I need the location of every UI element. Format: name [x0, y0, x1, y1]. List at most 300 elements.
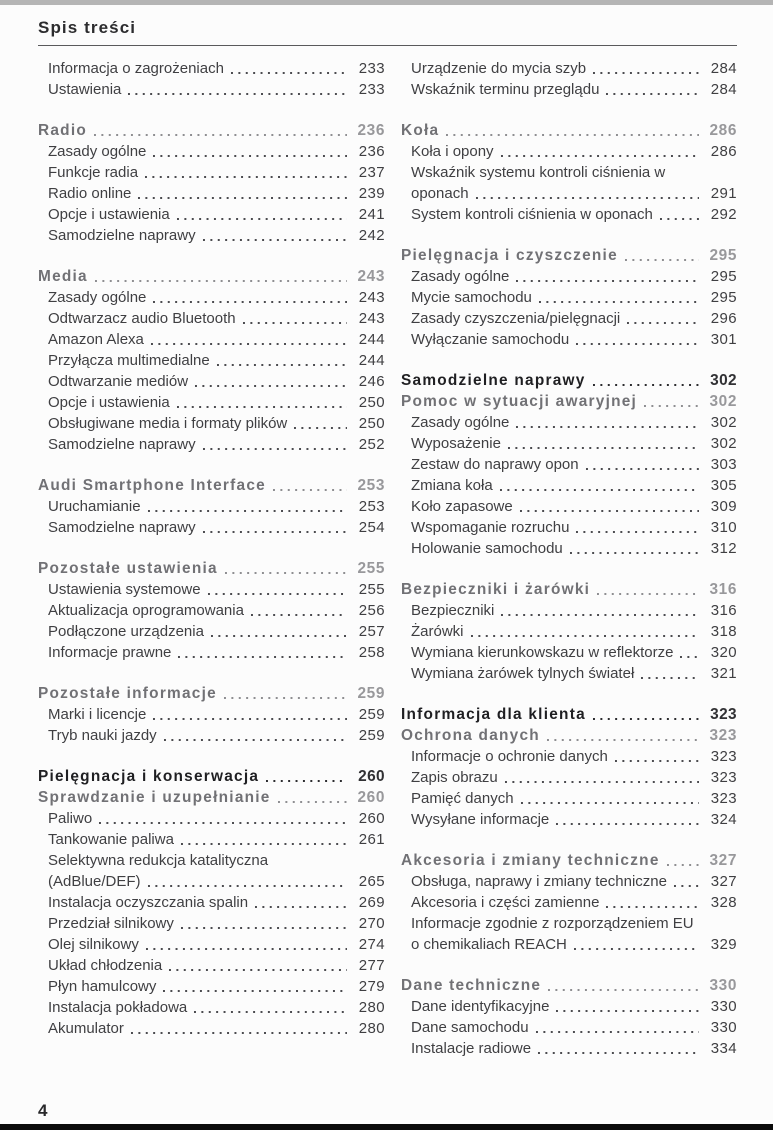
- toc-entry-page: 323: [710, 748, 737, 765]
- dot-leader: [98, 808, 347, 829]
- toc-entry-page: 295: [709, 247, 737, 264]
- toc-entry-label: Koła: [401, 122, 440, 139]
- toc-entry-label: Wymiana kierunkowskazu w reflektorze: [411, 644, 674, 661]
- toc-entry-item: [38, 725, 385, 746]
- toc-entry-page: 324: [710, 811, 737, 828]
- toc-entry-label: Wskaźnik systemu kontroli ciśnienia w: [411, 164, 666, 181]
- toc-entry-page: 279: [358, 978, 385, 995]
- dot-leader: [180, 829, 347, 850]
- toc-entry-item: [38, 287, 385, 308]
- toc-entry-label: Pozostałe informacje: [38, 685, 217, 702]
- toc-entry-page: 316: [710, 602, 737, 619]
- toc-entry-page: 302: [709, 393, 737, 410]
- toc-entry-page: 277: [358, 957, 385, 974]
- toc-entry-item: [401, 996, 737, 1017]
- toc-entry-page: 243: [358, 310, 385, 327]
- toc-entry-label: Płyn hamulcowy: [48, 978, 157, 995]
- toc-entry-chapter: [38, 558, 385, 579]
- toc-entry-label: Paliwo: [48, 810, 93, 827]
- dot-leader: [659, 204, 699, 225]
- toc-entry-item: [401, 1017, 737, 1038]
- dot-leader: [254, 892, 347, 913]
- toc-entry-page: 284: [710, 60, 737, 77]
- toc-column-left: [38, 58, 385, 1059]
- toc-entry-page: 256: [358, 602, 385, 619]
- dot-leader: [605, 79, 699, 100]
- toc-entry-label: Funkcje radia: [48, 164, 139, 181]
- toc-entry-chapter: [401, 579, 737, 600]
- dot-leader: [144, 162, 347, 183]
- toc-entry-label: Uruchamianie: [48, 498, 141, 515]
- toc-entry-label: Pamięć danych: [411, 790, 514, 807]
- toc-entry-chapter: [38, 683, 385, 704]
- toc-column-right: [401, 58, 737, 1059]
- dot-leader: [575, 329, 699, 350]
- toc-entry-page: 244: [358, 352, 385, 369]
- toc-entry-label: Bezpieczniki: [411, 602, 495, 619]
- toc-entry-label: System kontroli ciśnienia w oponach: [411, 206, 653, 223]
- toc-entry-label: Zasady ogólne: [411, 268, 510, 285]
- toc-entry-item: [38, 350, 385, 371]
- toc-entry-label: Radio: [38, 122, 88, 139]
- toc-entry-item: [38, 976, 385, 997]
- toc-entry-label: Akcesoria i zmiany techniczne: [401, 852, 660, 869]
- toc-entry-page: 295: [710, 289, 737, 306]
- dot-leader: [94, 266, 347, 287]
- toc-entry-label: Pomoc w sytuacji awaryjnej: [401, 393, 638, 410]
- toc-entry-label: Wymiana żarówek tylnych świateł: [411, 665, 635, 682]
- dot-leader: [475, 183, 699, 204]
- toc-entry-page: 330: [709, 977, 737, 994]
- toc-entry-label: Zasady czyszczenia/pielęgnacji: [411, 310, 621, 327]
- dot-leader: [519, 496, 699, 517]
- dot-leader: [547, 975, 699, 996]
- toc-entry-page: 233: [358, 81, 385, 98]
- toc-entry-chapter: [38, 120, 385, 141]
- toc-entry-item: [38, 600, 385, 621]
- toc-entry-label: Holowanie samochodu: [411, 540, 563, 557]
- toc-entry-item: [38, 58, 385, 79]
- toc-entry-item: [401, 204, 737, 225]
- toc-entry-page: 292: [710, 206, 737, 223]
- toc-entry-page: 246: [358, 373, 385, 390]
- toc-entry-label: Opcje i ustawienia: [48, 206, 170, 223]
- toc-entry-label: Pielęgnacja i czyszczenie: [401, 247, 618, 264]
- toc-entry-label: Ustawienia systemowe: [48, 581, 201, 598]
- dot-leader: [162, 976, 347, 997]
- scan-edge-bottom: [0, 1124, 773, 1130]
- toc-entry-item: [401, 433, 737, 454]
- toc-entry-label: o chemikaliach REACH: [411, 936, 567, 953]
- toc-entry-item: [38, 913, 385, 934]
- dot-leader: [202, 517, 347, 538]
- dot-leader: [605, 892, 699, 913]
- toc-entry-part: [38, 766, 385, 787]
- toc-entry-page: 312: [710, 540, 737, 557]
- toc-entry-label: Instalacja pokładowa: [48, 999, 188, 1016]
- toc-entry-page: 328: [710, 894, 737, 911]
- dot-leader: [177, 642, 347, 663]
- toc-entry-item: [38, 329, 385, 350]
- toc-entry-page: 301: [710, 331, 737, 348]
- toc-entry-label: Dane identyfikacyjne: [411, 998, 550, 1015]
- dot-leader: [445, 120, 699, 141]
- toc-entry-label: Akcesoria i części zamienne: [411, 894, 600, 911]
- dot-leader: [592, 704, 699, 725]
- toc-entry-item: [401, 746, 737, 767]
- toc-entry-page: 291: [710, 185, 737, 202]
- toc-entry-item: [38, 997, 385, 1018]
- toc-entry-item: [401, 809, 737, 830]
- toc-entry-page: 253: [358, 498, 385, 515]
- dot-leader: [193, 997, 347, 1018]
- toc-entry-page: 330: [710, 1019, 737, 1036]
- toc-entry-label: Przyłącza multimedialne: [48, 352, 210, 369]
- toc-entry-item: [38, 204, 385, 225]
- toc-entry-label: Odtwarzanie mediów: [48, 373, 189, 390]
- toc-entry-chapter: [401, 850, 737, 871]
- toc-entry-page: 323: [710, 706, 737, 723]
- toc-entry-page: 260: [358, 810, 385, 827]
- toc-entry-label: oponach: [411, 185, 469, 202]
- toc-entry-item: [38, 642, 385, 663]
- toc-entry-label: Samodzielne naprawy: [401, 372, 586, 389]
- toc-entry-item: [38, 141, 385, 162]
- toc-entry-page: 329: [710, 936, 737, 953]
- toc-entry-chapter: [38, 475, 385, 496]
- dot-leader: [555, 809, 699, 830]
- dot-leader: [93, 120, 347, 141]
- toc-entry-page: 323: [709, 727, 737, 744]
- toc-entry-part: [401, 704, 737, 725]
- toc-entry-item: [401, 266, 737, 287]
- toc-entry-page: 236: [357, 122, 385, 139]
- toc-entry-page: 259: [358, 706, 385, 723]
- dot-leader: [202, 225, 347, 246]
- dot-leader: [168, 955, 347, 976]
- toc-entry-page: 284: [710, 81, 737, 98]
- toc-entry-page: 260: [357, 789, 385, 806]
- dot-leader: [223, 683, 347, 704]
- dot-leader: [137, 183, 347, 204]
- toc-entry-page: 320: [710, 644, 737, 661]
- toc-entry-item: [401, 496, 737, 517]
- dot-leader: [163, 725, 347, 746]
- dot-leader: [538, 287, 699, 308]
- toc-entry-label: Bezpieczniki i żarówki: [401, 581, 591, 598]
- dot-leader: [265, 766, 347, 787]
- toc-entry-label: Sprawdzanie i uzupełnianie: [38, 789, 271, 806]
- dot-leader: [573, 934, 699, 955]
- dot-leader: [277, 787, 347, 808]
- toc-entry-item: [38, 808, 385, 829]
- toc-entry-item: [401, 663, 737, 684]
- toc-entry-chapter: [401, 391, 737, 412]
- toc-entry-page: 316: [709, 581, 737, 598]
- toc-entry-page: 243: [357, 268, 385, 285]
- toc-entry-chapter: [401, 975, 737, 996]
- dot-leader: [150, 329, 347, 350]
- toc-entry-item: [401, 308, 737, 329]
- toc-entry-label: Ustawienia: [48, 81, 122, 98]
- toc-entry-label: Urządzenie do mycia szyb: [411, 60, 587, 77]
- dot-leader: [272, 475, 347, 496]
- toc-entry-label: Obsługa, naprawy i zmiany techniczne: [411, 873, 667, 890]
- toc-entry-label: Wyłączanie samochodu: [411, 331, 570, 348]
- dot-leader: [596, 579, 699, 600]
- toc-entry-page: 237: [358, 164, 385, 181]
- toc-entry-label: Amazon Alexa: [48, 331, 144, 348]
- toc-entry-page: 280: [358, 1020, 385, 1037]
- dot-leader: [624, 245, 699, 266]
- toc-entry-item: [38, 892, 385, 913]
- toc-entry-page: 286: [709, 122, 737, 139]
- toc-entry-item: [401, 475, 737, 496]
- dot-leader: [176, 204, 347, 225]
- toc-entry-page: 243: [358, 289, 385, 306]
- toc-entry-label: Radio online: [48, 185, 132, 202]
- toc-entry-label: Instalacje radiowe: [411, 1040, 532, 1057]
- dot-leader: [194, 371, 347, 392]
- toc-entry-label: Tankowanie paliwa: [48, 831, 174, 848]
- toc-entry-label: Mycie samochodu: [411, 289, 532, 306]
- toc-entry-item: [38, 162, 385, 183]
- toc-entry-page: 318: [710, 623, 737, 640]
- toc-entry-item: [401, 913, 737, 955]
- toc-entry-label: Samodzielne naprawy: [48, 436, 196, 453]
- toc-entry-label: Selektywna redukcja katalityczna: [48, 852, 269, 869]
- toc-entry-label: Informacje o ochronie danych: [411, 748, 608, 765]
- toc-entry-page: 327: [710, 873, 737, 890]
- toc-entry-page: 270: [358, 915, 385, 932]
- toc-entry-label: Zasady ogólne: [411, 414, 510, 431]
- toc-entry-item: [38, 1018, 385, 1039]
- toc-entry-page: 274: [358, 936, 385, 953]
- toc-entry-page: 302: [710, 414, 737, 431]
- dot-leader: [176, 392, 347, 413]
- toc-entry-page: 321: [710, 665, 737, 682]
- dot-leader: [242, 308, 347, 329]
- toc-entry-item: [401, 517, 737, 538]
- toc-entry-item: [401, 538, 737, 559]
- dot-leader: [180, 913, 347, 934]
- dot-leader: [127, 79, 347, 100]
- toc-entry-label: Zestaw do naprawy opon: [411, 456, 579, 473]
- toc-entry-page: 259: [357, 685, 385, 702]
- dot-leader: [230, 58, 347, 79]
- toc-entry-item: [401, 162, 737, 204]
- toc-entry-item: [38, 621, 385, 642]
- dot-leader: [592, 58, 699, 79]
- toc-entry-page: 239: [358, 185, 385, 202]
- toc-entry-item: [38, 829, 385, 850]
- toc-columns: [38, 58, 737, 1059]
- dot-leader: [515, 412, 699, 433]
- toc-entry-item: [38, 955, 385, 976]
- toc-entry-page: 303: [710, 456, 737, 473]
- toc-entry-item: [401, 892, 737, 913]
- toc-entry-label: Wspomaganie rozruchu: [411, 519, 570, 536]
- toc-entry-label: Media: [38, 268, 88, 285]
- toc-entry-page: 286: [710, 143, 737, 160]
- dot-leader: [500, 141, 699, 162]
- toc-entry-page: 257: [358, 623, 385, 640]
- toc-entry-page: 233: [358, 60, 385, 77]
- toc-entry-label: Informacja dla klienta: [401, 706, 586, 723]
- toc-entry-item: [401, 454, 737, 475]
- toc-entry-item: [401, 58, 737, 79]
- toc-entry-page: 252: [358, 436, 385, 453]
- toc-entry-page: 260: [358, 768, 385, 785]
- toc-entry-item: [401, 642, 737, 663]
- dot-leader: [614, 746, 699, 767]
- toc-entry-label: Akumulator: [48, 1020, 124, 1037]
- dot-leader: [470, 621, 699, 642]
- toc-entry-chapter: [401, 725, 737, 746]
- dot-leader: [640, 663, 699, 684]
- toc-entry-page: 305: [710, 477, 737, 494]
- toc-entry-item: [401, 329, 737, 350]
- dot-leader: [679, 642, 699, 663]
- dot-leader: [673, 871, 699, 892]
- toc-entry-page: 261: [358, 831, 385, 848]
- toc-entry-label: Aktualizacja oprogramowania: [48, 602, 244, 619]
- toc-entry-page: 309: [710, 498, 737, 515]
- dot-leader: [535, 1017, 699, 1038]
- toc-entry-page: 253: [357, 477, 385, 494]
- toc-entry-label: Samodzielne naprawy: [48, 519, 196, 536]
- toc-entry-label: Dane samochodu: [411, 1019, 529, 1036]
- toc-entry-page: 295: [710, 268, 737, 285]
- toc-entry-label: Informacje zgodnie z rozporządzeniem EU: [411, 915, 694, 932]
- toc-entry-page: 244: [358, 331, 385, 348]
- toc-entry-page: 250: [358, 394, 385, 411]
- toc-entry-label: (AdBlue/DEF): [48, 873, 141, 890]
- toc-entry-page: 327: [709, 852, 737, 869]
- toc-entry-item: [38, 934, 385, 955]
- toc-entry-item: [38, 413, 385, 434]
- toc-entry-label: Ochrona danych: [401, 727, 540, 744]
- dot-leader: [207, 579, 347, 600]
- toc-entry-page: 250: [358, 415, 385, 432]
- toc-entry-label: Przedział silnikowy: [48, 915, 174, 932]
- toc-entry-item: [38, 517, 385, 538]
- toc-entry-item: [401, 600, 737, 621]
- dot-leader: [147, 496, 347, 517]
- scan-edge-top: [0, 0, 773, 5]
- toc-entry-page: 334: [710, 1040, 737, 1057]
- toc-entry-item: [38, 79, 385, 100]
- toc-entry-page: 254: [358, 519, 385, 536]
- toc-entry-label: Obsługiwane media i formaty plików: [48, 415, 288, 432]
- toc-entry-item: [38, 308, 385, 329]
- toc-entry-label: Audi Smartphone Interface: [38, 477, 266, 494]
- toc-entry-page: 330: [710, 998, 737, 1015]
- dot-leader: [210, 621, 347, 642]
- toc-entry-label: Informacja o zagrożeniach: [48, 60, 224, 77]
- toc-entry-page: 236: [358, 143, 385, 160]
- toc-entry-label: Koło zapasowe: [411, 498, 513, 515]
- dot-leader: [499, 475, 699, 496]
- toc-entry-item: [401, 621, 737, 642]
- toc-entry-page: 259: [358, 727, 385, 744]
- header-rule: [38, 45, 737, 46]
- dot-leader: [575, 517, 699, 538]
- toc-entry-label: Wysyłane informacje: [411, 811, 550, 828]
- toc-entry-item: [38, 704, 385, 725]
- toc-entry-item: [401, 79, 737, 100]
- dot-leader: [507, 433, 699, 454]
- toc-entry-label: Marki i licencje: [48, 706, 147, 723]
- toc-entry-item: [401, 412, 737, 433]
- toc-entry-label: Żarówki: [411, 623, 464, 640]
- toc-entry-item: [38, 225, 385, 246]
- toc-entry-item: [38, 496, 385, 517]
- toc-entry-page: 302: [710, 372, 737, 389]
- toc-entry-label: Opcje i ustawienia: [48, 394, 170, 411]
- toc-entry-item: [401, 287, 737, 308]
- toc-entry-page: 269: [358, 894, 385, 911]
- toc-entry-label: Koła i opony: [411, 143, 494, 160]
- toc-entry-page: 310: [710, 519, 737, 536]
- dot-leader: [152, 141, 347, 162]
- toc-entry-label: Samodzielne naprawy: [48, 227, 196, 244]
- toc-entry-line2: [48, 871, 385, 892]
- toc-entry-label: Tryb nauki jazdy: [48, 727, 157, 744]
- toc-entry-label: Zasady ogólne: [48, 143, 147, 160]
- dot-leader: [216, 350, 347, 371]
- dot-leader: [626, 308, 699, 329]
- toc-entry-page: 302: [710, 435, 737, 452]
- toc-entry-page: 323: [710, 769, 737, 786]
- dot-leader: [147, 871, 347, 892]
- dot-leader: [152, 287, 347, 308]
- toc-entry-label: Układ chłodzenia: [48, 957, 163, 974]
- toc-entry-item: [38, 183, 385, 204]
- toc-entry-label: Instalacja oczyszczania spalin: [48, 894, 249, 911]
- toc-entry-item: [38, 371, 385, 392]
- footer-page-number: 4: [38, 1101, 48, 1120]
- toc-entry-chapter: [401, 120, 737, 141]
- dot-leader: [500, 600, 699, 621]
- toc-entry-page: 265: [358, 873, 385, 890]
- page-title: Spis treści: [38, 18, 137, 37]
- toc-entry-item: [38, 579, 385, 600]
- dot-leader: [666, 850, 699, 871]
- toc-entry-item: [401, 871, 737, 892]
- toc-entry-label: Informacje prawne: [48, 644, 172, 661]
- toc-entry-item: [401, 1038, 737, 1059]
- toc-entry-label: Olej silnikowy: [48, 936, 139, 953]
- dot-leader: [224, 558, 347, 579]
- dot-leader: [293, 413, 347, 434]
- toc-entry-page: 280: [358, 999, 385, 1016]
- dot-leader: [569, 538, 699, 559]
- toc-entry-label: Wyposażenie: [411, 435, 501, 452]
- dot-leader: [520, 788, 699, 809]
- toc-entry-label: Odtwarzacz audio Bluetooth: [48, 310, 236, 327]
- toc-entry-page: 241: [358, 206, 385, 223]
- toc-entry-item: [401, 788, 737, 809]
- toc-entry-item: [38, 850, 385, 892]
- dot-leader: [152, 704, 347, 725]
- toc-entry-part: [401, 370, 737, 391]
- toc-entry-page: 255: [358, 581, 385, 598]
- toc-entry-line2: [411, 934, 737, 955]
- toc-entry-label: Wskaźnik terminu przeglądu: [411, 81, 600, 98]
- dot-leader: [537, 1038, 699, 1059]
- toc-entry-page: 255: [357, 560, 385, 577]
